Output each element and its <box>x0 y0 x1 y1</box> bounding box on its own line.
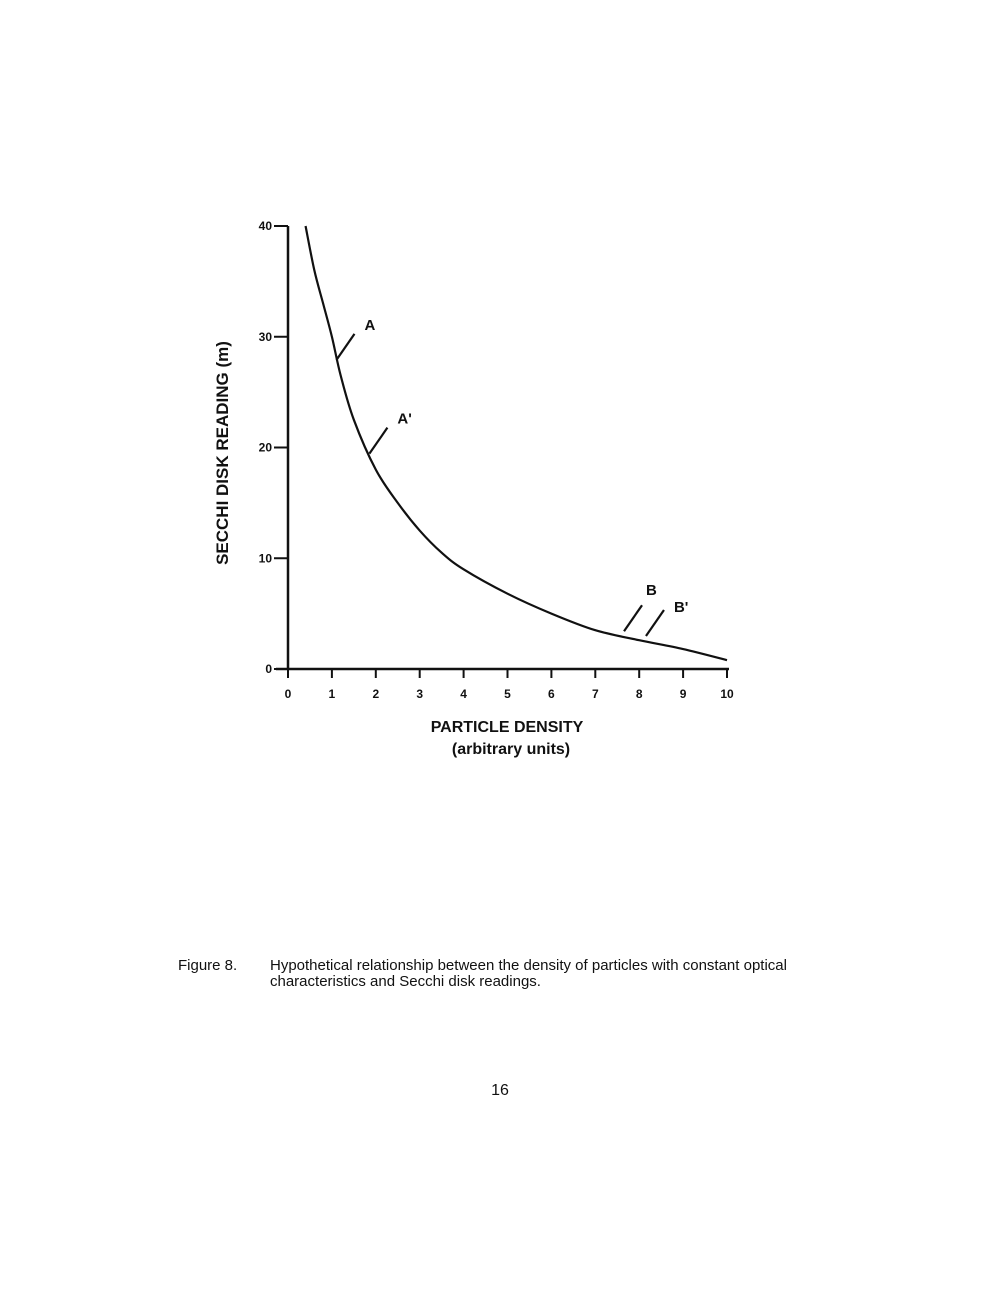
axes <box>276 226 729 669</box>
x-tick-label: 0 <box>284 687 292 701</box>
series-line <box>306 226 727 660</box>
annotation-mark <box>336 334 354 360</box>
x-axis-title: PARTICLE DENSITY <box>430 719 584 736</box>
x-tick-label: 9 <box>679 687 687 701</box>
y-tick-label: 10 <box>258 551 272 566</box>
x-tick-label: 6 <box>548 687 555 701</box>
annotation-mark <box>646 610 664 636</box>
x-tick-label: 2 <box>372 687 380 701</box>
annotation-label: B <box>646 582 657 600</box>
y-tick-label: 20 <box>258 440 272 455</box>
x-tick-label: 5 <box>504 687 511 701</box>
x-tick-label: 7 <box>591 687 599 701</box>
y-tick-label: 0 <box>265 662 272 676</box>
x-tick-label: 10 <box>720 687 734 701</box>
y-tick-label: 30 <box>258 329 272 344</box>
x-tick-label: 8 <box>635 687 643 701</box>
page-number: 16 <box>491 1082 509 1099</box>
y-tick-label: 40 <box>258 219 272 233</box>
ticks <box>259 219 734 701</box>
annotation-mark <box>624 605 642 631</box>
x-tick-label: 3 <box>416 687 424 701</box>
annotation-label: A' <box>397 410 412 428</box>
x-tick-label: 4 <box>460 687 467 701</box>
x-axis-units: (arbitrary units) <box>451 741 571 758</box>
annotation-label: B' <box>673 598 689 616</box>
x-tick-label: 1 <box>328 687 336 701</box>
annotation-label: A <box>364 316 376 334</box>
annotations <box>336 317 688 636</box>
figure-label: Figure 8. <box>178 957 238 974</box>
y-axis-title: SECCHI DISK READING (m) <box>213 341 232 565</box>
data-series <box>306 226 727 660</box>
figure-caption: Hypothetical relationship between the density of particles with constant optical characteristics and Secchi disk readings. <box>270 957 787 990</box>
annotation-mark <box>369 428 387 454</box>
